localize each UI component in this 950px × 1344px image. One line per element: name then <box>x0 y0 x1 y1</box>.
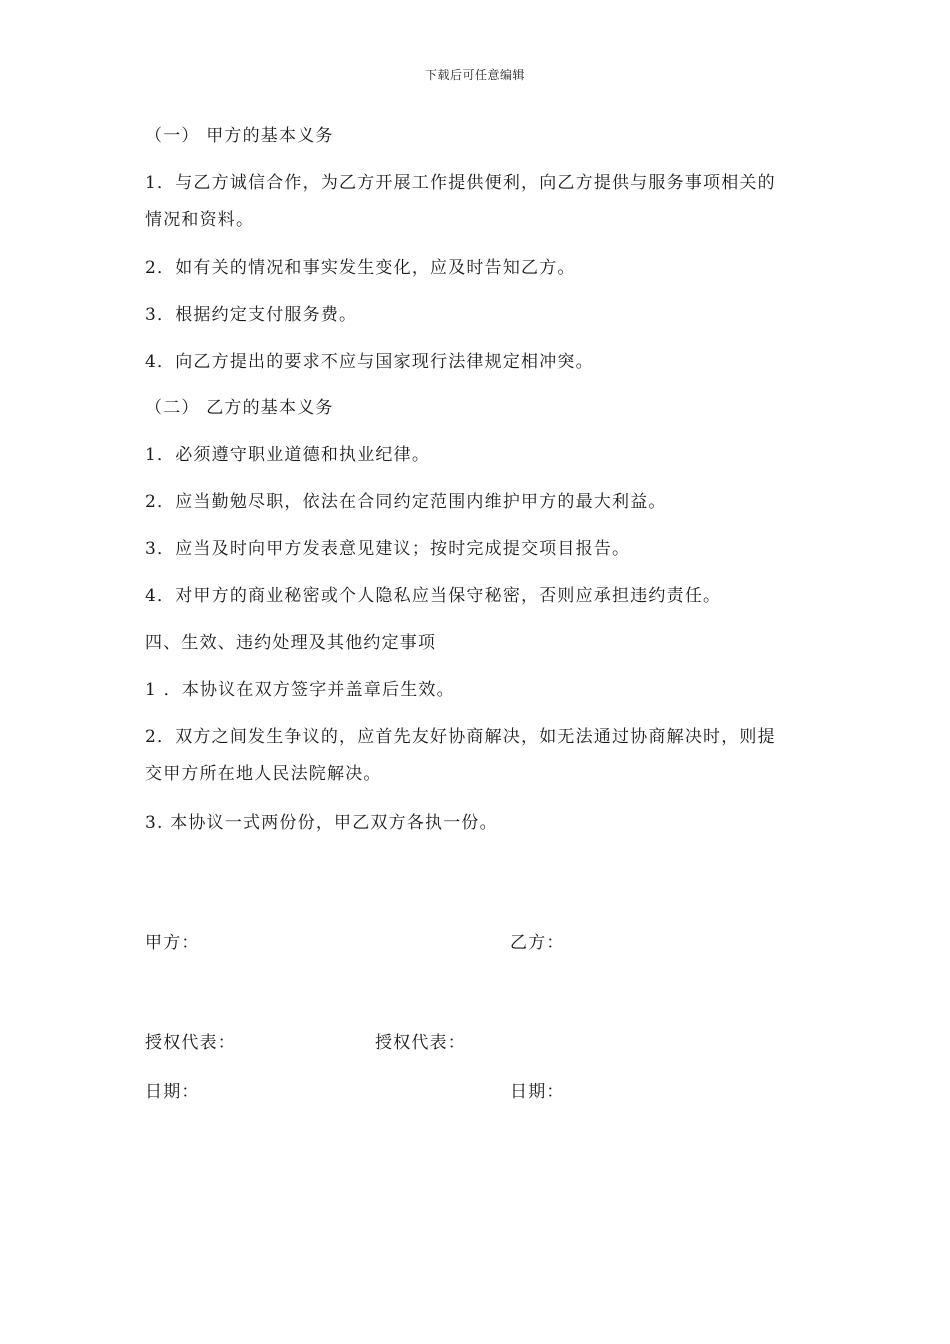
clause-b2: 2．应当勤勉尽职，依法在合同约定范围内维护甲方的最大利益。 <box>145 492 667 512</box>
clause-c1: 1 ．本协议在双方签字并盖章后生效。 <box>145 680 455 700</box>
clause-a4: 4．向乙方提出的要求不应与国家现行法律规定相冲突。 <box>145 352 594 372</box>
party-a-signature-label: 甲方： <box>145 933 200 953</box>
clause-c2-line1: 2．双方之间发生争议的，应首先友好协商解决，如无法通过协商解决时，则提 <box>145 727 776 747</box>
party-a-obligations-heading: （一） 甲方的基本义务 <box>145 126 334 146</box>
page-header-note: 下载后可任意编辑 <box>424 68 525 82</box>
clause-a3: 3．根据约定支付服务费。 <box>145 305 358 325</box>
party-a-date-label: 日期： <box>145 1082 200 1102</box>
clause-b1: 1．必须遵守职业道德和执业纪律。 <box>145 445 431 465</box>
party-a-representative-label: 授权代表： <box>145 1033 236 1053</box>
clause-c2-line2: 交甲方所在地人民法院解决。 <box>145 764 382 784</box>
clause-a1-line1: 1．与乙方诚信合作，为乙方开展工作提供便利，向乙方提供与服务事项相关的 <box>145 173 776 193</box>
party-b-representative-label: 授权代表： <box>375 1033 466 1053</box>
clause-b4: 4．对甲方的商业秘密或个人隐私应当保守秘密，否则应承担违约责任。 <box>145 586 722 606</box>
party-b-signature-label: 乙方： <box>510 933 565 953</box>
clause-c3: 3. 本协议一式两份份，甲乙双方各执一份。 <box>145 813 498 833</box>
clause-b3: 3．应当及时向甲方发表意见建议；按时完成提交项目报告。 <box>145 539 631 559</box>
party-b-date-label: 日期： <box>510 1082 565 1102</box>
clause-a1-line2: 情况和资料。 <box>145 210 255 230</box>
party-b-obligations-heading: （二） 乙方的基本义务 <box>145 398 334 418</box>
section-four-heading: 四、生效、违约处理及其他约定事项 <box>145 633 437 653</box>
clause-a2: 2．如有关的情况和事实发生变化，应及时告知乙方。 <box>145 258 576 278</box>
